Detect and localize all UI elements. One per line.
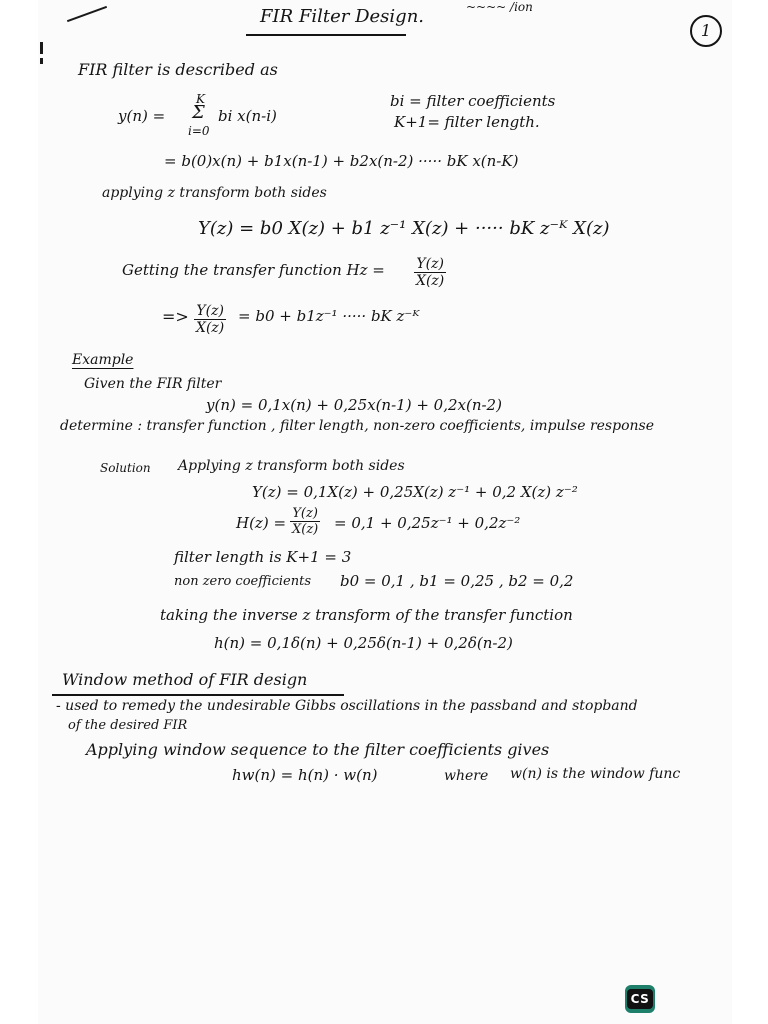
window-line-3: Applying window sequence to the filter coefficients gives <box>86 740 550 759</box>
example-given: Given the FIR filter <box>84 376 222 392</box>
header-right-text: ~~~~ /ion <box>466 0 533 14</box>
window-function-desc: w(n) is the window func <box>510 766 681 782</box>
filter-length-line: filter length is K+1 = 3 <box>174 548 352 566</box>
camscanner-logo <box>625 985 655 1013</box>
eq-Yz: Y(z) = b0 X(z) + b1 z⁻¹ X(z) + ····· bK z⁻ᴷ X(z) <box>198 218 610 239</box>
example-equation: y(n) = 0,1x(n) + 0,25x(n-1) + 0,2x(n-2) <box>206 396 502 414</box>
page-title: FIR Filter Design. <box>260 6 425 27</box>
eq-yn-lhs: y(n) = <box>118 107 166 125</box>
solution-Hz-num: Y(z) <box>290 506 320 522</box>
example-heading: Example <box>72 352 134 368</box>
transfer-function-note: Getting the transfer function Hz = <box>122 261 385 279</box>
tf-numerator-2: Y(z) <box>194 303 226 320</box>
tf-fraction-2 <box>194 303 226 336</box>
margin-mark <box>40 42 43 54</box>
tf-arrow: => <box>162 307 189 326</box>
sum-upper-limit: K <box>196 92 205 106</box>
def-filter-length: K+1= filter length. <box>394 113 540 131</box>
nonzero-label: non zero coefficients <box>174 574 311 589</box>
impulse-response: h(n) = 0,1δ(n) + 0,25δ(n-1) + 0,2δ(n-2) <box>214 634 513 652</box>
solution-Hz-den: X(z) <box>292 522 319 537</box>
inverse-note: taking the inverse z transform of the transfer function <box>160 606 573 624</box>
window-equation: hw(n) = h(n) · w(n) <box>232 766 378 784</box>
margin-mark <box>40 58 43 64</box>
notebook-page <box>38 0 732 1024</box>
window-where: where <box>444 768 489 784</box>
tf-rhs: = b0 + b1z⁻¹ ····· bK z⁻ᴷ <box>238 307 420 325</box>
solution-Yz: Y(z) = 0,1X(z) + 0,25X(z) z⁻¹ + 0,2 X(z) z⁻² <box>252 483 578 501</box>
tf-numerator: Y(z) <box>414 256 446 273</box>
window-line-2: of the desired FIR <box>68 718 188 733</box>
solution-step: Applying z transform both sides <box>178 458 405 474</box>
page-number: 1 <box>690 15 722 47</box>
determine-line: determine : transfer function , filter length, non-zero coefficients, impulse response <box>60 418 654 434</box>
solution-Hz-lhs: H(z) = <box>236 514 287 532</box>
sum-body: bi x(n-i) <box>218 107 277 125</box>
solution-Hz-fraction <box>290 506 320 537</box>
def-coefficients: bi = filter coefficients <box>390 92 556 110</box>
sum-symbol: Σ <box>192 102 205 123</box>
solution-Hz-rhs: = 0,1 + 0,25z⁻¹ + 0,2z⁻² <box>334 514 521 532</box>
solution-label: Solution <box>100 461 151 475</box>
nonzero-values: b0 = 0,1 , b1 = 0,25 , b2 = 0,2 <box>340 572 574 590</box>
title-underline <box>246 34 406 36</box>
corner-stroke <box>67 6 107 22</box>
tf-denominator: X(z) <box>416 273 445 289</box>
camscanner-logo-text: CS <box>627 989 653 1009</box>
intro-text: FIR filter is described as <box>78 60 278 79</box>
tf-denominator-2: X(z) <box>196 320 225 336</box>
sum-lower-limit: i=0 <box>188 124 210 138</box>
z-transform-note: applying z transform both sides <box>102 185 327 201</box>
window-heading: Window method of FIR design <box>62 670 308 689</box>
window-heading-underline <box>52 694 344 696</box>
tf-fraction <box>414 256 446 289</box>
window-line-1: - used to remedy the undesirable Gibbs oscillations in the passband and stopband <box>56 698 638 714</box>
eq-expansion: = b(0)x(n) + b1x(n-1) + b2x(n-2) ····· bK x(n-K) <box>164 152 519 170</box>
